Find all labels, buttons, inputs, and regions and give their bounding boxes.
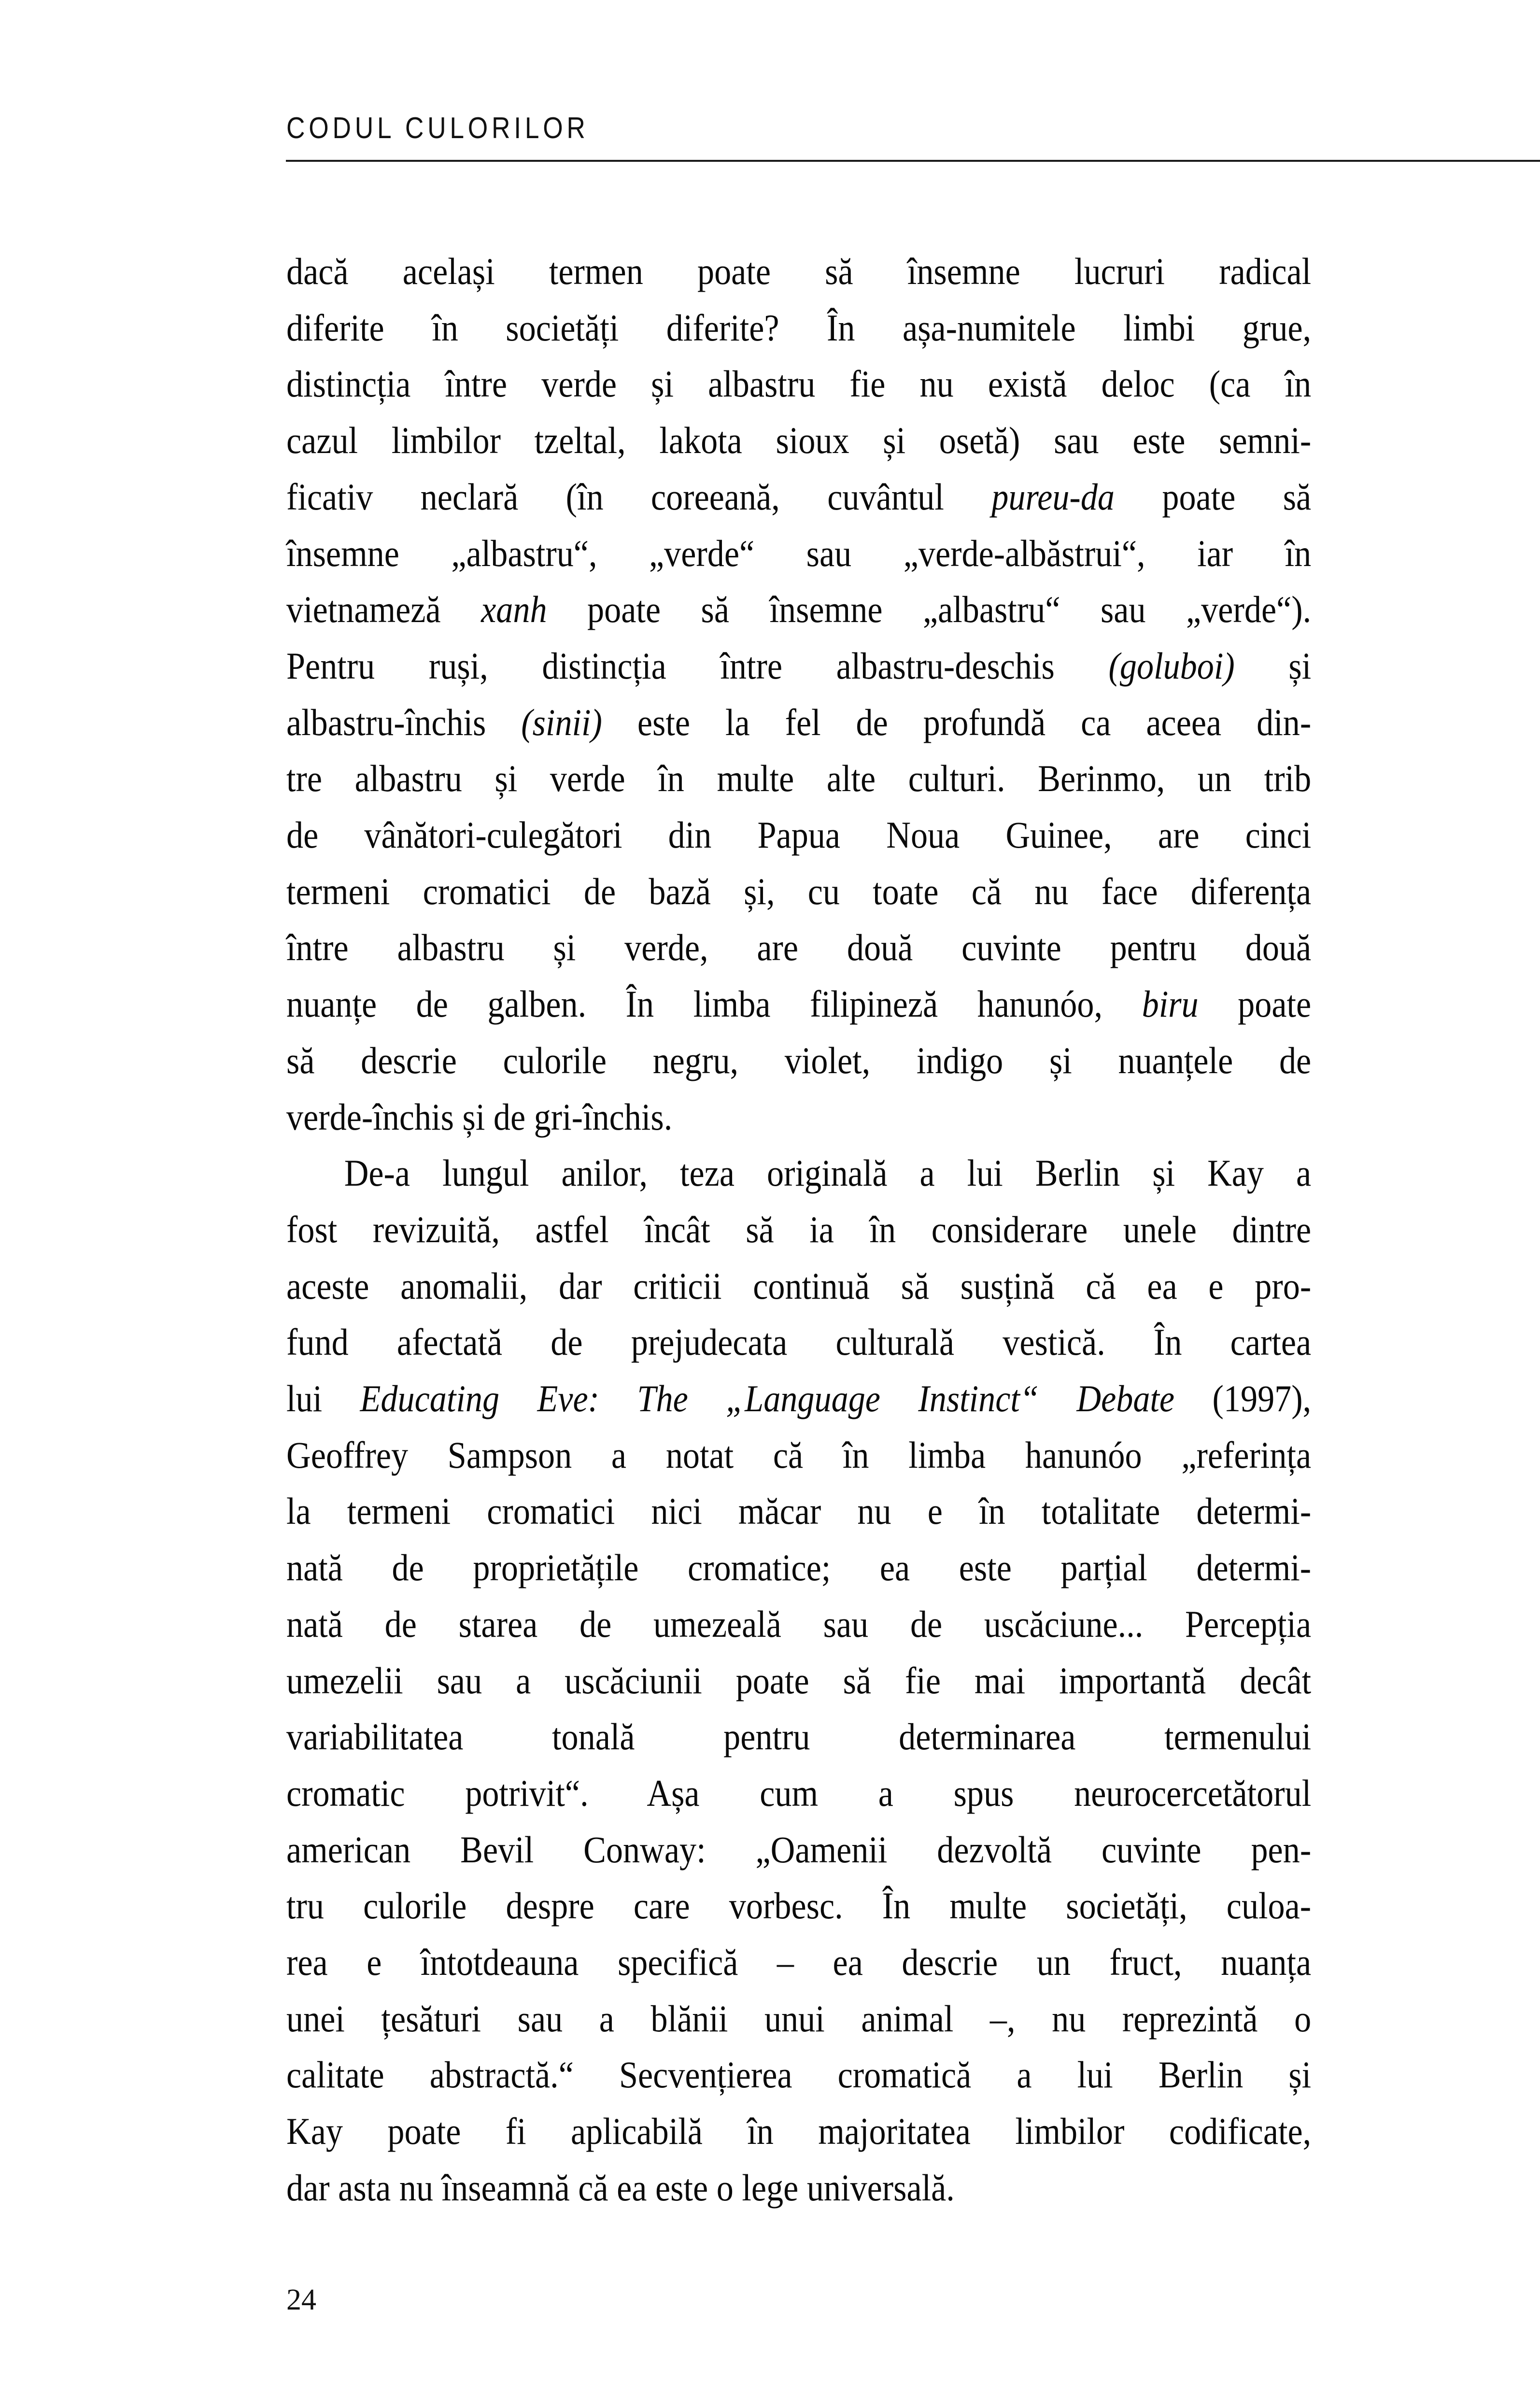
text-line [286,469,1311,525]
text-segment: fost revizuită, astfel încât să ia în considerare unele dintre [286,1208,1312,1250]
text-segment: dar asta nu înseamnă că ea este o lege universală. [286,2166,955,2209]
text-line [286,807,1311,864]
text-line [286,1258,1311,1315]
text-line [286,695,1311,751]
text-line [286,1878,1311,1934]
text-line [286,1822,1311,1878]
text-segment: (1997), [1174,1377,1312,1419]
header-rule-divider [286,160,1540,162]
text-segment: variabilitatea tonală pentru determinarea termenului [286,1715,1312,1758]
text-segment: cazul limbilor tzeltal, lakota sioux și osetă) sau este semni- [286,419,1312,462]
text-segment: nată de starea de umezeală sau de uscăciune... Percepția [286,1602,1312,1645]
text-segment: vietnameză [286,588,481,631]
text-line [286,1033,1311,1089]
text-line [286,525,1311,582]
italic-term: Educating Eve: The „Language Instinct“ Debate [360,1377,1175,1419]
text-segment: Kay poate fi aplicabilă în majoritatea limbilor codificate, [286,2110,1312,2153]
text-segment: lui [286,1377,360,1419]
text-segment: nuanțe de galben. În limba filipineză hanunóo, [286,983,1142,1025]
italic-term: (goluboi) [1108,644,1235,687]
text-line [286,243,1311,300]
text-line [286,300,1311,356]
text-segment: este la fel de profundă ca aceea din- [602,701,1312,743]
text-segment: între albastru și verde, are două cuvinte pentru două [286,926,1312,969]
text-segment: poate [1198,983,1312,1025]
text-line [286,412,1311,469]
text-segment: nată de proprietățile cromatice; ea este parțial determi- [286,1546,1312,1589]
text-segment: rea e întotdeauna specifică – ea descrie un fruct, nuanța [286,1941,1312,1983]
text-line [286,2160,1311,2216]
text-line [286,1314,1311,1371]
text-segment: dacă același termen poate să însemne lucruri radical [286,250,1312,292]
text-line [286,1089,1311,1146]
text-line [286,920,1311,976]
text-line [286,976,1311,1033]
text-segment: umezelii sau a uscăciunii poate să fie mai importantă decât [286,1659,1312,1701]
text-segment: poate să [1115,475,1312,518]
text-segment: De-a lungul anilor, teza originală a lui Berlin și Kay a [344,1152,1312,1194]
text-segment: american Bevil Conway: „Oamenii dezvoltă cuvinte pen- [286,1828,1312,1871]
text-line [286,751,1311,807]
text-line [286,1934,1311,1991]
text-segment: însemne „albastru“, „verde“ sau „verde-albăstrui“, iar în [286,532,1312,574]
text-line [286,2103,1311,2160]
text-segment: unei țesături sau a blănii unui animal –, nu reprezintă o [286,1997,1312,2040]
text-line [286,356,1311,412]
text-segment: cromatic potrivit“. Așa cum a spus neurocercetătorul [286,1772,1312,1814]
text-segment: diferite în societăți diferite? În așa-numitele limbi grue, [286,306,1312,349]
text-segment: termeni cromatici de bază și, cu toate că nu face diferența [286,870,1312,912]
text-segment: să descrie culorile negru, violet, indigo și nuanțele de [286,1039,1312,1081]
page-number: 24 [286,2283,316,2316]
text-line [286,1540,1311,1596]
text-segment: Pentru ruși, distincția între albastru-deschis [286,644,1109,687]
text-line [286,1709,1311,1765]
text-segment: Geoffrey Sampson a notat că în limba hanunóo „referința [286,1433,1312,1476]
text-line [286,1202,1311,1258]
italic-term: pureu-da [991,475,1115,518]
text-segment: albastru-închis [286,701,522,743]
text-segment: calitate abstractă.“ Secvențierea cromatică a lui Berlin și [286,2054,1312,2096]
text-line [286,864,1311,920]
text-line [286,581,1311,638]
text-segment: de vânători-culegători din Papua Noua Guinee, are cinci [286,814,1312,856]
text-segment: tre albastru și verde în multe alte culturi. Berinmo, un trib [286,757,1312,800]
text-line [286,1991,1311,2047]
text-segment: poate să însemne „albastru“ sau „verde“). [547,588,1312,631]
italic-term: (sinii) [521,701,602,743]
text-line [286,1596,1311,1653]
text-line [286,1371,1311,1427]
italic-term: biru [1142,983,1199,1025]
text-segment: ficativ neclară (în coreeană, cuvântul [286,475,992,518]
text-segment: și [1234,644,1312,687]
text-segment: tru culorile despre care vorbesc. În multe societăți, culoa- [286,1885,1312,1927]
text-segment: fund afectată de prejudecata culturală vestică. În cartea [286,1321,1312,1363]
text-line [286,1427,1311,1484]
text-line [286,1765,1311,1822]
running-head-title: CODUL CULORILOR [286,112,589,145]
text-line [286,638,1311,695]
text-line [286,1483,1311,1540]
text-segment: la termeni cromatici nici măcar nu e în totalitate determi- [286,1490,1312,1532]
text-segment: verde-închis și de gri-închis. [286,1095,673,1138]
italic-term: xanh [481,588,547,631]
text-line [286,1653,1311,1709]
text-line [286,2047,1311,2103]
text-segment: aceste anomalii, dar criticii continuă să susțină că ea e pro- [286,1264,1312,1307]
text-segment: distincția între verde și albastru fie nu există deloc (ca în [286,363,1312,405]
text-line [286,1145,1311,1202]
